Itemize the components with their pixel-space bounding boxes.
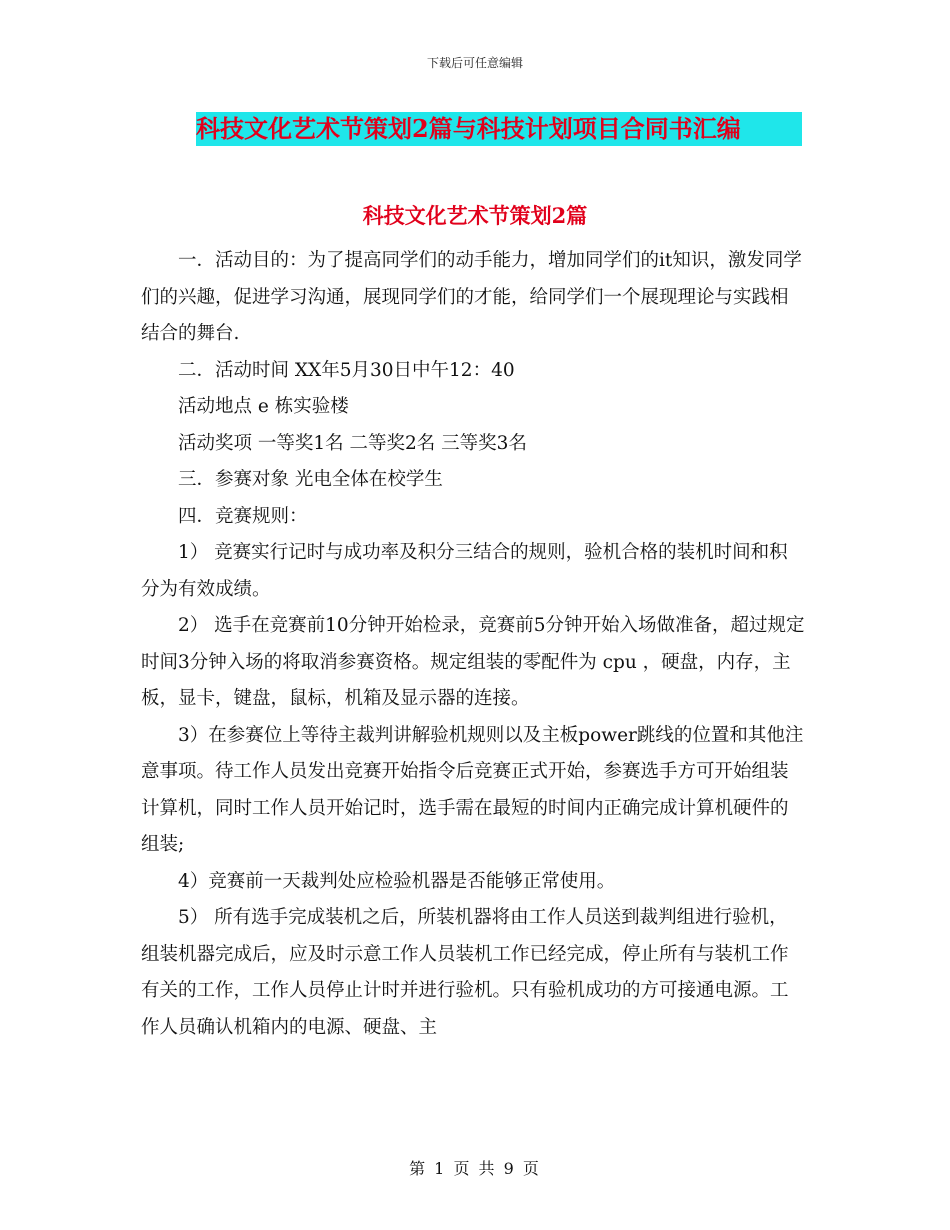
paragraph-rules-heading: 四．竞赛规则：	[178, 505, 308, 527]
paragraph-location: 活动地点 e 栋实验楼	[178, 396, 349, 417]
document-title-block	[196, 112, 802, 146]
paragraph-rule-4: 4）竞赛前一天裁判处应检验机器是否能够正常使用。	[178, 870, 616, 892]
document-title: 科技文化艺术节策划2篇与科技计划项目合同书汇编	[196, 112, 802, 146]
page-footer: 第 1 页 共 9 页	[409, 1159, 541, 1178]
paragraph-time: 二．活动时间 XX年5月30日中午12：40	[178, 359, 515, 381]
header-note: 下载后可任意编辑	[426, 56, 523, 70]
paragraph-rule-3: 3）在参赛位上等待主裁判讲解验机规则以及主板power跳线的位置和其他注意事项。待工作人员发出竞赛开始指令后竞赛正式开始，参赛选手方可开始组装计算机，同时工作人员开始记时，选手需在最短的时间内正确完成计算机硬件的组装;	[141, 724, 804, 855]
paragraph-rule-1: 1） 竞赛实行记时与成功率及积分三结合的规则，验机合格的装机时间和积分为有效成绩。	[141, 542, 788, 600]
paragraph-rule-5: 5） 所有选手完成装机之后，所装机器将由工作人员送到裁判组进行验机，组装机器完成后，应及时示意工作人员装机工作已经完成，停止所有与装机工作有关的工作，工作人员停止计时并进行验机。只有验机成功的方可接通电源。工作人员确认机箱内的电源、硬盘、主	[141, 907, 789, 1038]
document-body	[141, 243, 805, 1046]
section-title: 科技文化艺术节策划2篇	[362, 203, 588, 228]
paragraph-purpose: 一．活动目的：为了提高同学们的动手能力，增加同学们的it知识，激发同学们的兴趣，促进学习沟通，展现同学们的才能，给同学们一个展现理论与实践相结合的舞台.	[141, 250, 802, 344]
paragraph-awards: 活动奖项 一等奖1名 二等奖2名 三等奖3名	[178, 432, 527, 454]
paragraph-participants: 三．参赛对象 光电全体在校学生	[178, 469, 443, 490]
paragraph-rule-2: 2） 选手在竞赛前10分钟开始检录，竞赛前5分钟开始入场做准备，超过规定时间3分钟入场的将取消参赛资格。规定组装的零配件为 cpu ，硬盘，内存，主板，显卡，键盘，鼠标，机箱及显示器的连接。	[141, 615, 805, 709]
